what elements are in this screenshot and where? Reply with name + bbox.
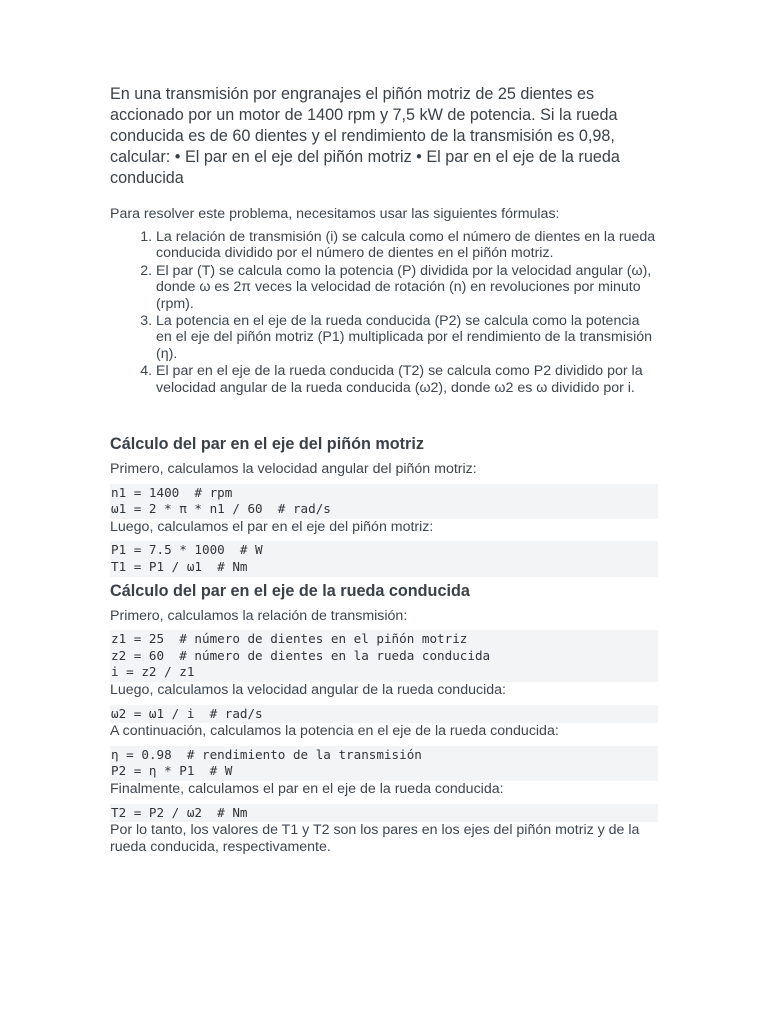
document-page [110, 84, 658, 856]
paragraph: Luego, calculamos la velocidad angular de la rueda conducida: [110, 682, 506, 698]
intro-text: Para resolver este problema, necesitamos usar las siguientes fórmulas: [110, 206, 560, 222]
question-text: En una transmisión por engranajes el piñón motriz de 25 dientes es accionado por un motor de 1400 rpm y 7,5 kW de potencia. Si la rueda conducida es de 60 dientes y el rendimiento de la transmisión es 0,98, calcular: • El par en el eje del piñón motriz • El par en el eje de la rueda conducida [110, 85, 620, 187]
code-line: T2 = P2 / ω2 # Nm [111, 804, 248, 820]
paragraph: Luego, calculamos el par en el eje del piñón motriz: [110, 518, 434, 535]
code-line: i = z2 / z1 [111, 664, 195, 680]
code-block [110, 804, 658, 823]
paragraph: Primero, calculamos la relación de transmisión: [110, 607, 408, 624]
code-line: z1 = 25 # número de dientes en el piñón motriz [111, 631, 468, 647]
paragraph: Finalmente, calculamos el par en el eje de la rueda conducida: [110, 780, 504, 797]
code-block [110, 705, 658, 724]
code-line: P2 = η * P1 # W [111, 763, 233, 779]
code-line: z2 = 60 # número de dientes en la rueda conducida [111, 647, 491, 663]
formula-item: 2. El par (T) se calcula como la potencia (P) dividida por la velocidad angular (ω), donde ω es 2π veces la velocidad de rotación (n) en revoluciones por minuto (rpm). [156, 263, 658, 312]
code-block [110, 484, 658, 519]
conclusion-text: Por lo tanto, los valores de T1 y T2 son los pares en los ejes del piñón motriz y de la rueda conducida, respectivamente. [110, 822, 640, 855]
formula-item: 3. La potencia en el eje de la rueda conducida (P2) se calcula como la potencia en el eje del piñón motriz (P1) multiplicada por el rendimiento de la transmisión (η). [156, 313, 658, 362]
code-line: P1 = 7.5 * 1000 # W [111, 542, 263, 558]
paragraph: Primero, calculamos la velocidad angular del piñón motriz: [110, 461, 477, 478]
code-line: ω2 = ω1 / i # rad/s [111, 705, 263, 721]
section-title-wheel: Cálculo del par en el eje de la rueda conducida [110, 581, 470, 600]
formula-item: 1. La relación de transmisión (i) se calcula como el número de dientes en la rueda conducida dividido por el número de dientes en el piñón motriz. [156, 229, 658, 262]
code-line: ω1 = 2 * π * n1 / 60 # rad/s [111, 501, 331, 517]
code-block [110, 541, 658, 576]
code-line: η = 0.98 # rendimiento de la transmisión [111, 746, 422, 762]
formula-list [110, 229, 658, 396]
code-line: n1 = 1400 # rpm [111, 484, 233, 500]
code-block [110, 630, 658, 682]
code-line: T1 = P1 / ω1 # Nm [111, 559, 248, 575]
paragraph: A continuación, calculamos la potencia en el eje de la rueda conducida: [110, 723, 559, 740]
formula-item: 4. El par en el eje de la rueda conducida (T2) se calcula como P2 dividido por la velocidad angular de la rueda conducida (ω2), donde ω2 es ω dividido por i. [156, 363, 658, 396]
code-block [110, 746, 658, 781]
section-title-pinion: Cálculo del par en el eje del piñón motriz [110, 435, 424, 454]
